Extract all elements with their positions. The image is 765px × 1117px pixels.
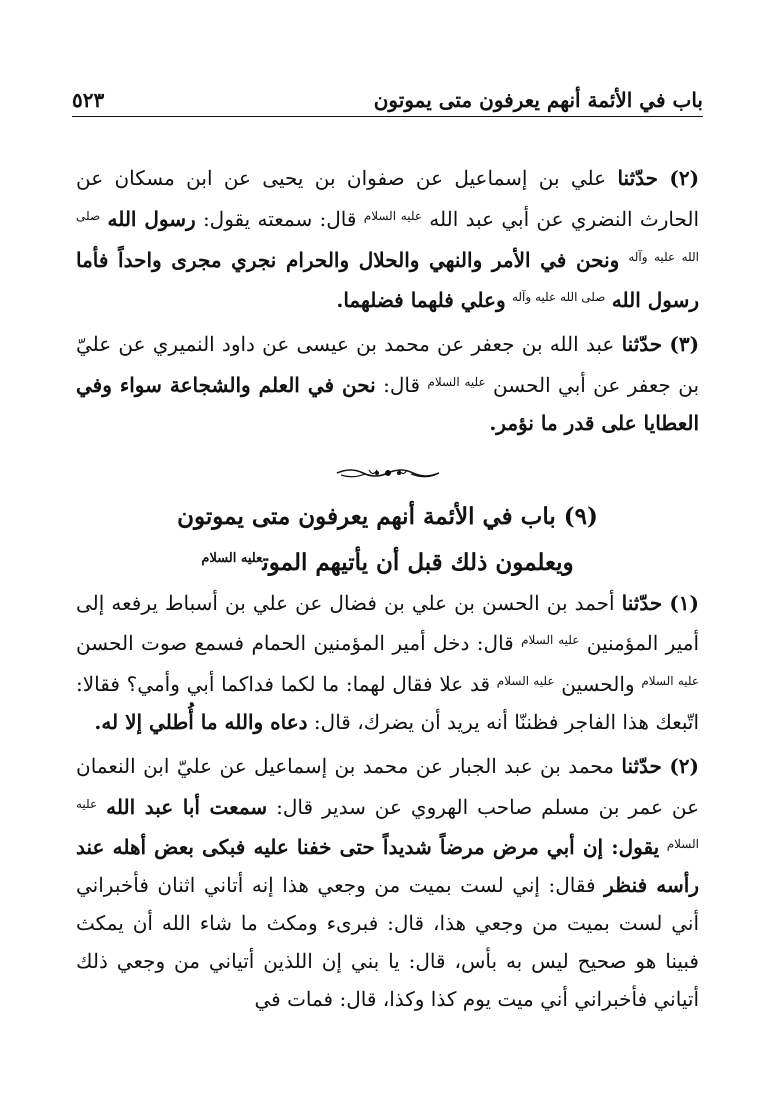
alayhi-salam-honorific: عليه السلام xyxy=(363,208,422,223)
alayhi-salam-honorific: عليه السلام xyxy=(427,374,486,389)
isnad-text: أحمد بن الحسن بن علي بن فضال عن علي بن أسباط يرفعه إلى أمير المؤمنين xyxy=(76,590,700,656)
isnad-text: عبد الله بن جعفر عن محمد بن عيسى عن داود النميري عن عليّ بن جعفر عن أبي الحسن xyxy=(76,332,700,397)
chapter-title-text: ويعلمون ذلك قبل أن يأتيهم الموت xyxy=(262,548,574,576)
haddathana-word: حدّثنا xyxy=(621,590,663,615)
matn-bold-1: سمعت أبا عبد الله xyxy=(106,794,268,819)
chapter-title-line-2 xyxy=(76,539,699,583)
chapter-hadith-2-paragraph xyxy=(76,748,699,1019)
matn-bold: دعاه والله ما أُطلي إلا له. xyxy=(94,709,308,734)
salla-honorific-2: صلى الله عليه وآله xyxy=(511,290,606,305)
matn-bold-3: وعلي فلهما فضلهما. xyxy=(336,288,506,313)
hadith-number: (٢) xyxy=(669,753,700,778)
running-header xyxy=(72,82,703,117)
page-number: ٥٢٣ xyxy=(72,88,105,112)
haddathana-word: حدّثنا xyxy=(621,753,662,778)
matn-bold-2: يقول: إن أبي مرض مرضاً شديداً حتى خفنا عليه فبكى بعض أهله عند رأسه فنظر xyxy=(76,835,699,898)
running-title: باب في الأئمة أنهم يعرفون متى يموتون xyxy=(373,88,703,112)
salla-honorific: صلى الله عليه وآله xyxy=(76,208,700,264)
haddathana-word: حدّثنا xyxy=(617,166,659,190)
narration-text-2: والحسين xyxy=(561,672,635,697)
hadith-number: (٢) xyxy=(669,166,700,190)
alayhi-salam-honorific-3: عليه السلام xyxy=(496,674,555,689)
section-divider-ornament xyxy=(76,465,699,485)
narration-intro: قال: xyxy=(383,372,421,397)
isnad-text: علي بن إسماعيل عن صفوان بن يحيى عن ابن مسكان عن الحارث النضري عن أبي عبد الله xyxy=(76,166,700,231)
narration-text-1: قال: دخل أمير المؤمنين الحمام فسمع صوت الحسن xyxy=(76,631,514,656)
hadith-3-paragraph xyxy=(76,326,699,442)
hadith-2-paragraph xyxy=(76,160,699,320)
alayhi-salam-honorific: عليه السلام xyxy=(521,633,580,648)
matn-bold-1: رسول الله xyxy=(107,206,196,231)
chapter-hadith-1-paragraph xyxy=(76,585,699,742)
chapter-title-line-1: (٩) باب في الأئمة أنهم يعرفون متى يموتون xyxy=(177,502,598,530)
isnad-text: محمد بن عبد الجبار عن محمد بن إسماعيل عن عليّ ابن النعمان عن عمر بن مسلم صاحب الهروي عن سدير قال: xyxy=(76,753,699,819)
hadith-number: (٣) xyxy=(669,332,700,357)
matn-bold: نحن في العلم والشجاعة سواء وفي العطايا على قدر ما نؤمر. xyxy=(76,372,699,435)
narration-text: فقال: إني لست بميت من وجعي هذا إنه أتاني اثنان فأخبراني أني لست بميت من وجعي هذا، قال: فبرىء ومكث ما شاء الله أن يمكث فبينا هو صحيح ليس به بأس، قال: يا بني إن اللذين أتياني من وجعي ذلك أتياني فأخبراني أني ميت يوم كذا وكذا، قال: فمات في xyxy=(76,873,699,1011)
alayhim-salam-honorific: عليه السلام xyxy=(201,550,263,566)
hadith-number: (١) xyxy=(669,590,699,615)
matn-bold-2: ونحن في الأمر والنهي والحلال والحرام نجري مجرى واحداً فأما رسول الله xyxy=(76,247,699,313)
narration-text-3: قد علا فقال لهما: ما لكما فداكما أبي وأمي؟ فقالا: اتّبعك هذا الفاجر فظننّا أنه يريد أن يضرك، قال: xyxy=(76,672,699,734)
alayhi-salam-honorific: عليه السلام xyxy=(76,796,699,852)
body-text xyxy=(76,160,699,1018)
alayhi-salam-honorific-2: عليه السلام xyxy=(641,674,700,689)
ornament-icon xyxy=(333,465,443,481)
haddathana-word: حدّثنا xyxy=(621,332,663,357)
narration-intro: قال: سمعته يقول: xyxy=(202,206,357,231)
